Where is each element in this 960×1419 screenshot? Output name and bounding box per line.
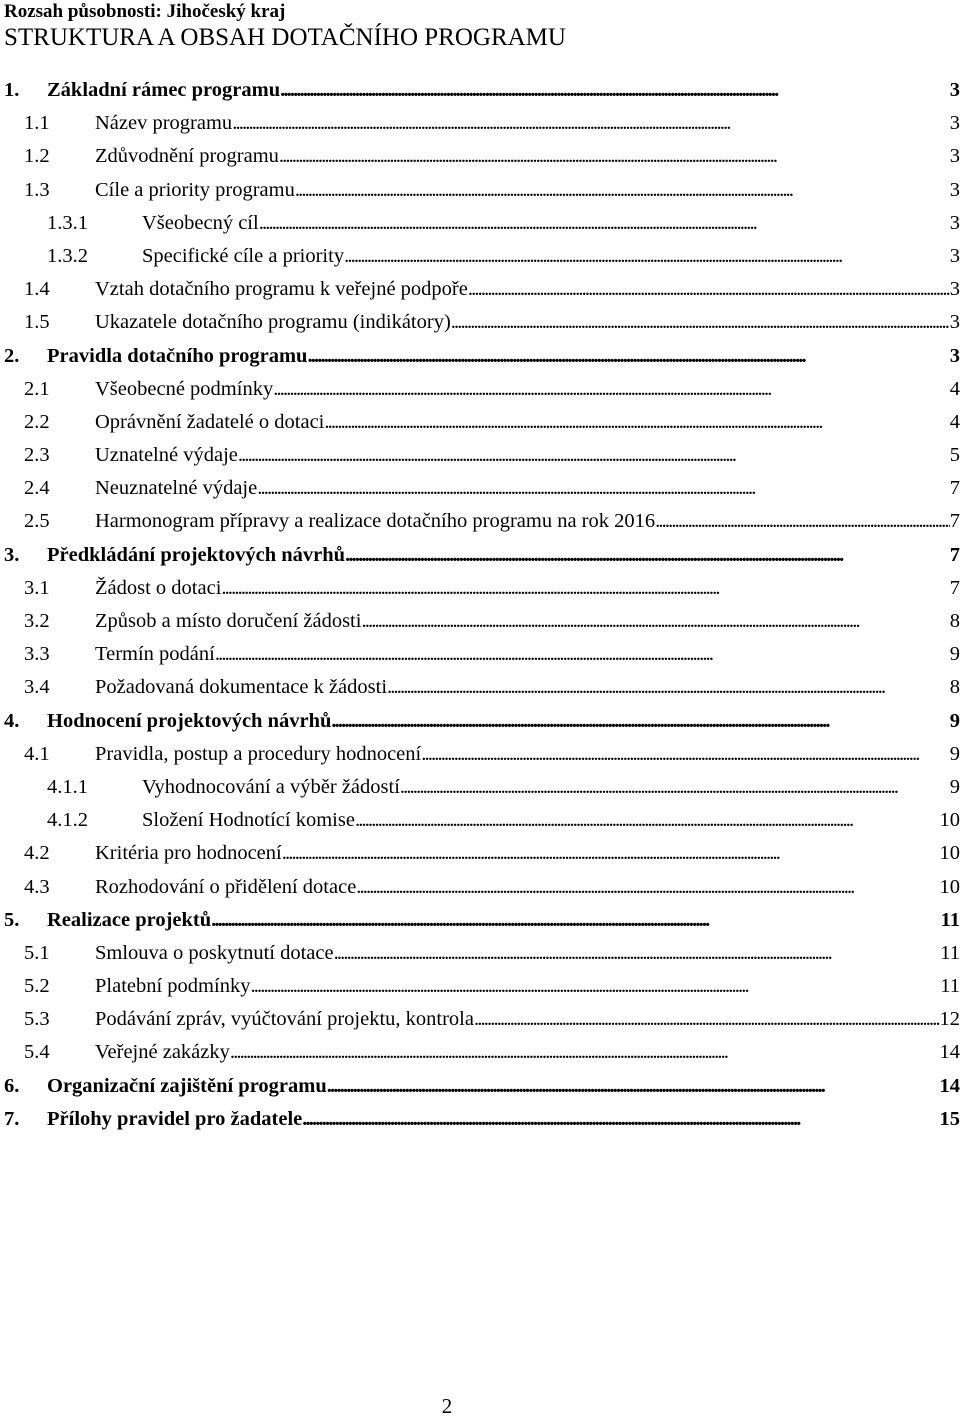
toc-entry[interactable] bbox=[0, 174, 960, 207]
toc-leader-dots bbox=[361, 605, 949, 638]
toc-leader-dots bbox=[655, 505, 950, 538]
toc-entry-number: 1.5 bbox=[24, 311, 50, 334]
toc-entry-title: Cíle a priority programu bbox=[95, 178, 295, 201]
toc-entry-number: 2.3 bbox=[24, 444, 50, 467]
toc-entry-number: 2.4 bbox=[24, 477, 50, 500]
toc-entry-page: 12 bbox=[939, 1008, 960, 1031]
toc-entry-title: Specifické cíle a priority bbox=[142, 244, 345, 267]
toc-leader-dots bbox=[238, 439, 950, 472]
toc-leader-dots bbox=[259, 207, 950, 240]
toc-entry-page: 3 bbox=[949, 79, 960, 101]
toc-leader-dots bbox=[232, 107, 950, 140]
toc-entry[interactable] bbox=[0, 638, 960, 671]
toc-entry[interactable] bbox=[0, 970, 960, 1003]
toc-entry-number: 5.1 bbox=[24, 941, 50, 964]
toc-entry-title: Vztah dotačního programu k veřejné podpoře bbox=[95, 278, 468, 301]
toc-entry-title: Smlouva o poskytnutí dotace bbox=[95, 941, 334, 964]
toc-entry-page: 3 bbox=[949, 311, 960, 334]
page-number: 2 bbox=[441, 1394, 453, 1418]
toc-entry[interactable] bbox=[0, 472, 960, 505]
toc-entry-page: 7 bbox=[949, 543, 960, 566]
toc-entry-number: 7. bbox=[4, 1107, 20, 1130]
table-of-contents bbox=[0, 74, 960, 1136]
toc-entry[interactable] bbox=[0, 240, 960, 273]
toc-entry-page: 11 bbox=[940, 975, 960, 998]
toc-entry-title: Kritéria pro hodnocení bbox=[95, 842, 282, 865]
toc-entry[interactable] bbox=[0, 306, 960, 339]
toc-entry-title: Ukazatele dotačního programu (indikátory) bbox=[95, 311, 451, 334]
toc-entry[interactable] bbox=[0, 671, 960, 704]
toc-entry-number: 1. bbox=[4, 79, 20, 101]
toc-leader-dots bbox=[334, 937, 941, 970]
toc-entry-page: 8 bbox=[949, 610, 960, 632]
toc-leader-dots bbox=[468, 273, 950, 306]
toc-entry-number: 5.2 bbox=[24, 975, 50, 998]
document-title: STRUKTURA A OBSAH DOTAČNÍHO PROGRAMU bbox=[4, 24, 566, 51]
toc-entry-number: 4.1.2 bbox=[47, 809, 88, 832]
toc-entry-page: 3 bbox=[949, 178, 960, 201]
toc-entry-number: 2.5 bbox=[24, 510, 50, 533]
toc-entry[interactable] bbox=[0, 1003, 960, 1036]
toc-entry-page: 14 bbox=[939, 1074, 960, 1097]
toc-entry-page: 3 bbox=[949, 278, 960, 301]
toc-entry-page: 9 bbox=[949, 709, 960, 732]
toc-leader-dots bbox=[451, 306, 950, 339]
toc-entry-title: Složení Hodnotící komise bbox=[142, 809, 355, 832]
toc-entry[interactable] bbox=[0, 605, 960, 638]
toc-entry-number: 4.2 bbox=[24, 842, 50, 865]
toc-entry-title: Způsob a místo doručení žádosti bbox=[95, 610, 362, 632]
toc-leader-dots bbox=[324, 406, 949, 439]
toc-entry[interactable] bbox=[0, 904, 960, 937]
toc-leader-dots bbox=[250, 970, 940, 1003]
toc-entry-title: Termín podání bbox=[95, 643, 215, 666]
toc-entry[interactable] bbox=[0, 738, 960, 771]
toc-entry-page: 11 bbox=[940, 941, 960, 964]
toc-entry-page: 7 bbox=[949, 510, 960, 533]
toc-leader-dots bbox=[307, 340, 949, 373]
toc-entry[interactable] bbox=[0, 705, 960, 738]
toc-entry-title: Neuznatelné výdaje bbox=[95, 477, 258, 500]
toc-entry-number: 5.3 bbox=[24, 1008, 50, 1031]
toc-entry-page: 3 bbox=[949, 112, 960, 135]
toc-entry-page: 11 bbox=[940, 908, 960, 931]
toc-entry-title: Uznatelné výdaje bbox=[95, 444, 238, 467]
toc-entry-title: Všeobecný cíl bbox=[142, 211, 259, 234]
toc-entry-title: Rozhodování o přidělení dotace bbox=[95, 875, 357, 898]
toc-entry-number: 1.3.2 bbox=[47, 244, 88, 267]
toc-entry[interactable] bbox=[0, 1070, 960, 1103]
toc-entry-number: 1.3 bbox=[24, 178, 50, 201]
toc-entry-title: Pravidla dotačního programu bbox=[47, 344, 308, 367]
toc-entry[interactable] bbox=[0, 107, 960, 140]
toc-leader-dots bbox=[273, 373, 950, 406]
toc-entry[interactable] bbox=[0, 1103, 960, 1136]
toc-entry-page: 9 bbox=[949, 775, 960, 798]
toc-entry[interactable] bbox=[0, 505, 960, 538]
toc-entry-title: Přílohy pravidel pro žadatele bbox=[47, 1107, 303, 1130]
toc-leader-dots bbox=[230, 1036, 940, 1069]
toc-entry-number: 5. bbox=[4, 908, 20, 931]
toc-leader-dots bbox=[280, 74, 950, 107]
toc-entry-title: Platební podmínky bbox=[95, 975, 251, 998]
toc-leader-dots bbox=[221, 572, 949, 605]
toc-entry-page: 10 bbox=[939, 809, 960, 832]
toc-entry[interactable] bbox=[0, 207, 960, 240]
toc-entry-number: 2.2 bbox=[24, 410, 50, 433]
toc-entry-number: 3.4 bbox=[24, 676, 50, 699]
toc-entry-page: 4 bbox=[949, 377, 960, 400]
toc-leader-dots bbox=[355, 804, 940, 837]
toc-entry-number: 3.1 bbox=[24, 576, 50, 599]
toc-entry[interactable] bbox=[0, 804, 960, 837]
toc-entry-page: 10 bbox=[939, 842, 960, 865]
toc-leader-dots bbox=[356, 871, 939, 904]
toc-entry-title: Hodnocení projektových návrhů bbox=[47, 709, 332, 732]
toc-entry-page: 14 bbox=[939, 1041, 960, 1064]
toc-entry-title: Všeobecné podmínky bbox=[95, 377, 274, 400]
toc-entry-number: 2. bbox=[4, 344, 20, 367]
toc-leader-dots bbox=[344, 240, 950, 273]
toc-leader-dots bbox=[211, 904, 940, 937]
toc-entry-title: Vyhodnocování a výběr žádostí bbox=[142, 775, 400, 798]
toc-entry-title: Oprávnění žadatelé o dotaci bbox=[95, 410, 325, 433]
toc-leader-dots bbox=[387, 671, 950, 704]
toc-entry[interactable] bbox=[0, 572, 960, 605]
toc-entry-number: 3. bbox=[4, 543, 20, 566]
toc-entry-page: 5 bbox=[949, 444, 960, 467]
toc-leader-dots bbox=[279, 140, 950, 173]
toc-entry-title: Předkládání projektových návrhů bbox=[47, 543, 346, 566]
toc-entry[interactable] bbox=[0, 74, 960, 107]
toc-entry-title: Organizační zajištění programu bbox=[47, 1074, 327, 1097]
toc-entry-page: 3 bbox=[949, 244, 960, 267]
toc-entry-title: Požadovaná dokumentace k žádosti bbox=[95, 676, 388, 699]
toc-entry[interactable] bbox=[0, 439, 960, 472]
toc-leader-dots bbox=[257, 472, 950, 505]
toc-entry-title: Název programu bbox=[95, 112, 233, 135]
toc-entry-number: 4.1 bbox=[24, 742, 50, 765]
toc-entry[interactable] bbox=[0, 406, 960, 439]
toc-entry-page: 3 bbox=[949, 344, 960, 367]
toc-entry-number: 2.1 bbox=[24, 377, 50, 400]
toc-entry-page: 8 bbox=[949, 676, 960, 699]
toc-entry-page: 15 bbox=[939, 1107, 960, 1130]
toc-leader-dots bbox=[327, 1070, 940, 1103]
toc-entry-page: 9 bbox=[949, 742, 960, 765]
toc-entry-number: 4.1.1 bbox=[47, 775, 88, 798]
toc-leader-dots bbox=[282, 837, 940, 870]
toc-entry[interactable] bbox=[0, 539, 960, 572]
toc-leader-dots bbox=[302, 1103, 939, 1136]
toc-entry-number: 1.4 bbox=[24, 278, 50, 301]
toc-entry-page: 9 bbox=[949, 643, 960, 666]
toc-entry-number: 6. bbox=[4, 1074, 20, 1097]
toc-leader-dots bbox=[474, 1003, 940, 1036]
toc-entry-number: 1.1 bbox=[24, 112, 50, 135]
toc-entry-title: Realizace projektů bbox=[47, 908, 212, 931]
toc-entry-number: 3.2 bbox=[24, 610, 50, 632]
toc-leader-dots bbox=[295, 174, 950, 207]
toc-entry-title: Základní rámec programu bbox=[47, 79, 281, 101]
toc-entry[interactable] bbox=[0, 1036, 960, 1069]
toc-entry-page: 7 bbox=[949, 576, 960, 599]
toc-leader-dots bbox=[331, 705, 949, 738]
toc-entry-number: 4. bbox=[4, 709, 20, 732]
toc-entry-title: Žádost o dotaci bbox=[95, 576, 222, 599]
toc-entry-number: 4.3 bbox=[24, 875, 50, 898]
toc-entry-page: 4 bbox=[949, 410, 960, 433]
toc-leader-dots bbox=[421, 738, 950, 771]
toc-entry-number: 5.4 bbox=[24, 1041, 50, 1064]
toc-entry[interactable] bbox=[0, 273, 960, 306]
toc-entry[interactable] bbox=[0, 373, 960, 406]
toc-entry-number: 1.2 bbox=[24, 145, 50, 168]
toc-entry[interactable] bbox=[0, 937, 960, 970]
toc-entry[interactable] bbox=[0, 140, 960, 173]
toc-leader-dots bbox=[215, 638, 950, 671]
toc-entry-page: 3 bbox=[949, 211, 960, 234]
toc-entry-title: Veřejné zakázky bbox=[95, 1041, 230, 1064]
toc-entry-page: 3 bbox=[949, 145, 960, 168]
toc-entry-page: 7 bbox=[949, 477, 960, 500]
toc-entry[interactable] bbox=[0, 837, 960, 870]
toc-entry-number: 3.3 bbox=[24, 643, 50, 666]
document-scope-header: Rozsah působnosti: Jihočeský kraj bbox=[4, 1, 286, 22]
toc-entry-title: Podávání zpráv, vyúčtování projektu, kontrola bbox=[95, 1008, 474, 1031]
toc-leader-dots bbox=[400, 771, 950, 804]
toc-entry-title: Zdůvodnění programu bbox=[95, 145, 279, 168]
toc-entry-page: 10 bbox=[939, 875, 960, 898]
toc-entry[interactable] bbox=[0, 771, 960, 804]
toc-entry-title: Harmonogram přípravy a realizace dotačního programu na rok 2016 bbox=[95, 510, 656, 533]
toc-leader-dots bbox=[345, 539, 950, 572]
toc-entry[interactable] bbox=[0, 340, 960, 373]
toc-entry-title: Pravidla, postup a procedury hodnocení bbox=[95, 742, 422, 765]
toc-entry-number: 1.3.1 bbox=[47, 211, 88, 234]
toc-entry[interactable] bbox=[0, 871, 960, 904]
